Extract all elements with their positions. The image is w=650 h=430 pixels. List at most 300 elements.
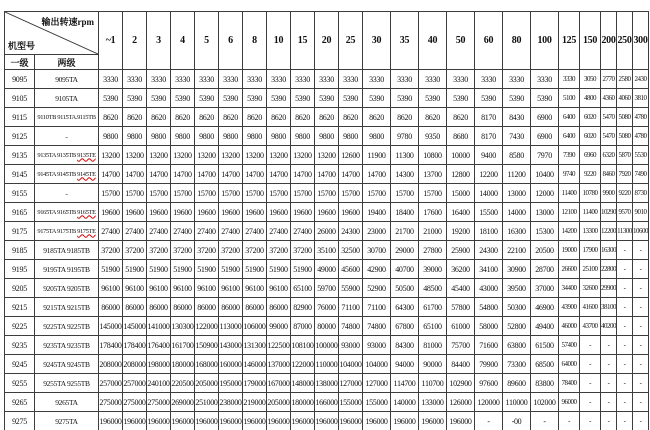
value-cell: - — [580, 374, 601, 393]
value-cell: 17600 — [419, 203, 447, 222]
value-cell: - — [633, 298, 649, 317]
value-cell: 5390 — [503, 89, 531, 108]
value-cell: 51900 — [267, 260, 291, 279]
table-body — [5, 70, 649, 430]
value-cell: 176400 — [147, 336, 171, 355]
speed-column-header: 6 — [219, 12, 243, 70]
value-cell: 15700 — [99, 184, 123, 203]
value-cell: 3330 — [267, 70, 291, 89]
value-cell: 55900 — [339, 279, 363, 298]
value-cell: 8620 — [339, 108, 363, 127]
value-cell: 48500 — [419, 279, 447, 298]
value-cell: 37200 — [99, 241, 123, 260]
value-cell: - — [617, 298, 633, 317]
variants-cell: - — [35, 127, 99, 146]
value-cell: 4780 — [633, 108, 649, 127]
value-cell: 51900 — [99, 260, 123, 279]
value-cell: 10800 — [419, 146, 447, 165]
value-cell: 5390 — [419, 89, 447, 108]
value-cell: 27400 — [123, 222, 147, 241]
value-cell: 50300 — [503, 298, 531, 317]
value-cell: 113000 — [219, 317, 243, 336]
value-cell: 37200 — [147, 241, 171, 260]
stage-two-header: 两级 — [35, 55, 99, 70]
value-cell: 5390 — [195, 89, 219, 108]
variants-cell: 9105TA — [35, 89, 99, 108]
value-cell: 15500 — [475, 203, 503, 222]
value-cell: 78400 — [559, 374, 580, 393]
speed-column-header: 35 — [391, 12, 419, 70]
value-cell: 86000 — [123, 298, 147, 317]
value-cell: - — [617, 260, 633, 279]
value-cell: 3330 — [391, 70, 419, 89]
value-cell: 23000 — [363, 222, 391, 241]
value-cell: 64300 — [391, 298, 419, 317]
variants-cell: 9205TA 9205TB — [35, 279, 99, 298]
value-cell: 37200 — [123, 241, 147, 260]
value-cell: 15700 — [363, 184, 391, 203]
variants-cell: 9165TA 9165TB 9165TE — [35, 203, 99, 222]
value-cell: 2580 — [617, 70, 633, 89]
value-cell: 76000 — [315, 298, 339, 317]
value-cell: 3330 — [503, 70, 531, 89]
value-cell: - — [617, 412, 633, 430]
value-cell: 8620 — [99, 108, 123, 127]
value-cell: 37200 — [291, 241, 315, 260]
table-row — [5, 412, 649, 430]
variants-cell: - — [35, 184, 99, 203]
value-cell: 29900 — [601, 279, 617, 298]
value-cell: 167000 — [267, 374, 291, 393]
value-cell: 16300 — [503, 222, 531, 241]
value-cell: 8620 — [219, 108, 243, 127]
variants-cell: 9185TA 9185TB — [35, 241, 99, 260]
table-row — [5, 317, 649, 336]
value-cell: 3330 — [559, 70, 580, 89]
model-cell: 9235 — [5, 336, 35, 355]
value-cell: - — [633, 317, 649, 336]
value-cell: 84300 — [391, 336, 419, 355]
value-cell: 5870 — [617, 146, 633, 165]
value-cell: 8620 — [447, 108, 475, 127]
value-cell: 8170 — [475, 108, 503, 127]
value-cell: 80000 — [315, 317, 339, 336]
value-cell: 86000 — [219, 298, 243, 317]
value-cell: 196000 — [339, 412, 363, 430]
value-cell: - — [601, 355, 617, 374]
value-cell: 96100 — [123, 279, 147, 298]
value-cell: 122000 — [291, 355, 315, 374]
value-cell: 38100 — [601, 298, 617, 317]
value-cell: - — [633, 355, 649, 374]
value-cell: 20500 — [531, 241, 559, 260]
value-cell: 5390 — [315, 89, 339, 108]
value-cell: 96100 — [267, 279, 291, 298]
value-cell: 87000 — [291, 317, 315, 336]
value-cell: - — [633, 241, 649, 260]
misspelled-variant: 9175TE — [77, 227, 96, 235]
value-cell: 5390 — [475, 89, 503, 108]
value-cell: 146000 — [243, 355, 267, 374]
value-cell: 208000 — [123, 355, 147, 374]
value-cell: - — [580, 412, 601, 430]
value-cell: 71600 — [475, 336, 503, 355]
speed-column-header: 4 — [171, 12, 195, 70]
value-cell: 37000 — [531, 279, 559, 298]
table-row — [5, 203, 649, 222]
value-cell: 22100 — [503, 241, 531, 260]
value-cell: 41600 — [580, 298, 601, 317]
model-cell: 9145 — [5, 165, 35, 184]
value-cell: 3330 — [219, 70, 243, 89]
value-cell: 13200 — [195, 146, 219, 165]
value-cell: 13200 — [147, 146, 171, 165]
table-row — [5, 298, 649, 317]
value-cell: 110000 — [503, 393, 531, 412]
value-cell: 61500 — [531, 336, 559, 355]
value-cell: 86000 — [267, 298, 291, 317]
value-cell: 26600 — [559, 260, 580, 279]
model-cell: 9135 — [5, 146, 35, 165]
speed-column-header: 20 — [315, 12, 339, 70]
value-cell: 12800 — [447, 165, 475, 184]
value-cell: 14700 — [195, 165, 219, 184]
value-cell: - — [531, 412, 559, 430]
value-cell: 52900 — [363, 279, 391, 298]
value-cell: 96100 — [171, 279, 195, 298]
value-cell: 110700 — [419, 374, 447, 393]
value-cell: 73300 — [503, 355, 531, 374]
model-cell: 9275 — [5, 412, 35, 430]
table-row — [5, 165, 649, 184]
value-cell: 19600 — [315, 203, 339, 222]
value-cell: 8620 — [243, 108, 267, 127]
value-cell: 26000 — [315, 222, 339, 241]
value-cell: 122000 — [195, 317, 219, 336]
value-cell: 155000 — [339, 393, 363, 412]
value-cell: 43900 — [559, 298, 580, 317]
value-cell: 131300 — [243, 336, 267, 355]
value-cell: 13200 — [315, 146, 339, 165]
value-cell: 10600 — [633, 222, 649, 241]
speed-column-header: 2 — [123, 12, 147, 70]
value-cell: 14000 — [475, 184, 503, 203]
value-cell: 18100 — [475, 222, 503, 241]
value-cell: 130300 — [171, 317, 195, 336]
value-cell: 30700 — [363, 241, 391, 260]
value-cell: 13200 — [171, 146, 195, 165]
value-cell: 145000 — [99, 317, 123, 336]
value-cell: 5390 — [171, 89, 195, 108]
value-cell: 14700 — [99, 165, 123, 184]
value-cell: 108100 — [291, 336, 315, 355]
value-cell: 27400 — [195, 222, 219, 241]
value-cell: 9800 — [363, 127, 391, 146]
value-cell: 8620 — [315, 108, 339, 127]
value-cell: 50500 — [391, 279, 419, 298]
speed-column-header: 100 — [531, 12, 559, 70]
value-cell: 4780 — [633, 127, 649, 146]
value-cell: 180000 — [171, 355, 195, 374]
value-cell: 15700 — [291, 184, 315, 203]
model-cell: 9215 — [5, 298, 35, 317]
value-cell: 104000 — [339, 355, 363, 374]
value-cell: 3330 — [171, 70, 195, 89]
variants-cell: 9215TA 9215TB — [35, 298, 99, 317]
value-cell: 195000 — [219, 374, 243, 393]
value-cell: 120000 — [475, 393, 503, 412]
value-cell: 24300 — [339, 222, 363, 241]
value-cell: 3330 — [147, 70, 171, 89]
variants-cell: 9175TA 9175TB 9175TE — [35, 222, 99, 241]
value-cell: 86000 — [243, 298, 267, 317]
table-row — [5, 260, 649, 279]
value-cell: -00 — [503, 412, 531, 430]
value-cell: - — [601, 374, 617, 393]
value-cell: 14300 — [391, 165, 419, 184]
value-cell: 63800 — [503, 336, 531, 355]
value-cell: 96100 — [219, 279, 243, 298]
value-cell: 275000 — [123, 393, 147, 412]
speed-table — [4, 11, 649, 430]
speed-column-header: 10 — [267, 12, 291, 70]
speed-column-header: 25 — [339, 12, 363, 70]
value-cell: 110000 — [315, 355, 339, 374]
table-row — [5, 393, 649, 412]
value-cell: 10400 — [531, 165, 559, 184]
value-cell: - — [601, 393, 617, 412]
value-cell: 57800 — [447, 298, 475, 317]
value-cell: 84400 — [447, 355, 475, 374]
value-cell: 19600 — [123, 203, 147, 222]
value-cell: - — [633, 336, 649, 355]
value-cell: 27400 — [219, 222, 243, 241]
value-cell: 8620 — [171, 108, 195, 127]
model-cell: 9205 — [5, 279, 35, 298]
value-cell: 10290 — [601, 203, 617, 222]
value-cell: 196000 — [363, 412, 391, 430]
value-cell: 196000 — [219, 412, 243, 430]
value-cell: 3050 — [580, 70, 601, 89]
value-cell: 5100 — [559, 89, 580, 108]
value-cell: 122500 — [267, 336, 291, 355]
value-cell: 178400 — [123, 336, 147, 355]
value-cell: 2430 — [633, 70, 649, 89]
value-cell: 220500 — [171, 374, 195, 393]
value-cell: 9400 — [475, 146, 503, 165]
value-cell: 5390 — [267, 89, 291, 108]
value-cell: - — [559, 412, 580, 430]
value-cell: 94000 — [391, 355, 419, 374]
value-cell: 39500 — [503, 279, 531, 298]
value-cell: 9800 — [243, 127, 267, 146]
value-cell: 5390 — [123, 89, 147, 108]
value-cell: 8620 — [147, 108, 171, 127]
value-cell: 89600 — [503, 374, 531, 393]
value-cell: 140000 — [391, 393, 419, 412]
variants-cell: 9135TA 9135TB 9135TE — [35, 146, 99, 165]
value-cell: 57400 — [559, 336, 580, 355]
value-cell: 51900 — [123, 260, 147, 279]
value-cell: 15700 — [123, 184, 147, 203]
speed-column-header: 200 — [601, 12, 617, 70]
value-cell: 8620 — [267, 108, 291, 127]
value-cell: 13700 — [419, 165, 447, 184]
value-cell: 36200 — [447, 260, 475, 279]
value-cell: 4060 — [617, 89, 633, 108]
variants-cell: 9195TA 9195TB — [35, 260, 99, 279]
misspelled-variant: 9165TE — [77, 208, 96, 216]
speed-column-header: 15 — [291, 12, 315, 70]
table-row — [5, 184, 649, 203]
value-cell: - — [475, 412, 503, 430]
value-cell: 34100 — [475, 260, 503, 279]
value-cell: 100000 — [315, 336, 339, 355]
value-cell: 5390 — [291, 89, 315, 108]
model-cell: 9185 — [5, 241, 35, 260]
value-cell: 3330 — [447, 70, 475, 89]
value-cell: 19000 — [559, 241, 580, 260]
value-cell: 9800 — [339, 127, 363, 146]
value-cell: 65100 — [291, 279, 315, 298]
value-cell: 51900 — [243, 260, 267, 279]
value-cell: 86000 — [171, 298, 195, 317]
value-cell: 196000 — [243, 412, 267, 430]
value-cell: 21700 — [391, 222, 419, 241]
value-cell: 86000 — [99, 298, 123, 317]
value-cell: 9800 — [99, 127, 123, 146]
value-cell: 90000 — [419, 355, 447, 374]
value-cell: 37200 — [267, 241, 291, 260]
value-cell: 7390 — [559, 146, 580, 165]
model-number-label: 机型号 — [8, 41, 36, 51]
value-cell: 3810 — [633, 89, 649, 108]
value-cell: 161700 — [171, 336, 195, 355]
value-cell: 196000 — [419, 412, 447, 430]
value-cell: 137000 — [267, 355, 291, 374]
value-cell: 65100 — [419, 317, 447, 336]
value-cell: - — [617, 241, 633, 260]
value-cell: - — [580, 336, 601, 355]
value-cell: 15700 — [195, 184, 219, 203]
value-cell: 11300 — [617, 222, 633, 241]
value-cell: 27400 — [267, 222, 291, 241]
value-cell: 15700 — [339, 184, 363, 203]
value-cell: 3330 — [315, 70, 339, 89]
value-cell: 58000 — [475, 317, 503, 336]
value-cell: 51900 — [147, 260, 171, 279]
value-cell: 19600 — [99, 203, 123, 222]
value-cell: 97600 — [475, 374, 503, 393]
value-cell: 96100 — [195, 279, 219, 298]
value-cell: 5390 — [147, 89, 171, 108]
value-cell: 35100 — [315, 241, 339, 260]
value-cell: 42900 — [363, 260, 391, 279]
misspelled-variant: 9145TE — [77, 170, 96, 178]
value-cell: 37200 — [219, 241, 243, 260]
value-cell: 68500 — [531, 355, 559, 374]
value-cell: 49000 — [315, 260, 339, 279]
value-cell: 2770 — [601, 70, 617, 89]
value-cell: 14700 — [147, 165, 171, 184]
variants-cell: 9225TA 9225TB — [35, 317, 99, 336]
value-cell: 6320 — [601, 146, 617, 165]
model-cell: 9165 — [5, 203, 35, 222]
model-cell: 9175 — [5, 222, 35, 241]
value-cell: 13000 — [503, 184, 531, 203]
value-cell: 49400 — [531, 317, 559, 336]
value-cell: 71100 — [339, 298, 363, 317]
value-cell: 106000 — [243, 317, 267, 336]
table-row — [5, 374, 649, 393]
value-cell: 160000 — [219, 355, 243, 374]
value-cell: 15700 — [315, 184, 339, 203]
value-cell: 14000 — [503, 203, 531, 222]
value-cell: 8620 — [195, 108, 219, 127]
value-cell: 25100 — [580, 260, 601, 279]
value-cell: 5080 — [617, 108, 633, 127]
value-cell: 19600 — [267, 203, 291, 222]
value-cell: 75700 — [447, 336, 475, 355]
value-cell: 12200 — [601, 222, 617, 241]
speed-column-header: 300 — [633, 12, 649, 70]
value-cell: 8580 — [503, 146, 531, 165]
variants-cell: 9275TA — [35, 412, 99, 430]
value-cell: 11200 — [503, 165, 531, 184]
table-row — [5, 127, 649, 146]
value-cell: 5390 — [363, 89, 391, 108]
value-cell: 102000 — [531, 393, 559, 412]
value-cell: 238000 — [219, 393, 243, 412]
value-cell: 5390 — [219, 89, 243, 108]
value-cell: - — [617, 279, 633, 298]
value-cell: 14700 — [315, 165, 339, 184]
value-cell: 196000 — [123, 412, 147, 430]
value-cell: 14700 — [123, 165, 147, 184]
value-cell: 5470 — [601, 108, 617, 127]
value-cell: 12200 — [475, 165, 503, 184]
value-cell: 19200 — [447, 222, 475, 241]
value-cell: 51900 — [171, 260, 195, 279]
value-cell: 9800 — [267, 127, 291, 146]
value-cell: 10780 — [580, 184, 601, 203]
variants-cell: 9145TA 9145TB 9145TE — [35, 165, 99, 184]
value-cell: 3330 — [243, 70, 267, 89]
value-cell: 37200 — [195, 241, 219, 260]
value-cell: 257000 — [123, 374, 147, 393]
value-cell: 13200 — [267, 146, 291, 165]
value-cell: 15700 — [243, 184, 267, 203]
value-cell: 59700 — [315, 279, 339, 298]
value-cell: 15700 — [171, 184, 195, 203]
value-cell: 240100 — [147, 374, 171, 393]
variants-cell: 9245TA 9245TB — [35, 355, 99, 374]
value-cell: 40200 — [601, 317, 617, 336]
value-cell: 11400 — [559, 184, 580, 203]
value-cell: 196000 — [315, 412, 339, 430]
value-cell: 93000 — [339, 336, 363, 355]
value-cell: 196000 — [99, 412, 123, 430]
value-cell: - — [617, 336, 633, 355]
corner-header-cell — [5, 12, 99, 55]
value-cell: 5390 — [447, 89, 475, 108]
value-cell: 6400 — [559, 127, 580, 146]
value-cell: 5390 — [99, 89, 123, 108]
value-cell: 83800 — [531, 374, 559, 393]
model-cell: 9265 — [5, 393, 35, 412]
value-cell: 104000 — [363, 355, 391, 374]
value-cell: 179000 — [243, 374, 267, 393]
